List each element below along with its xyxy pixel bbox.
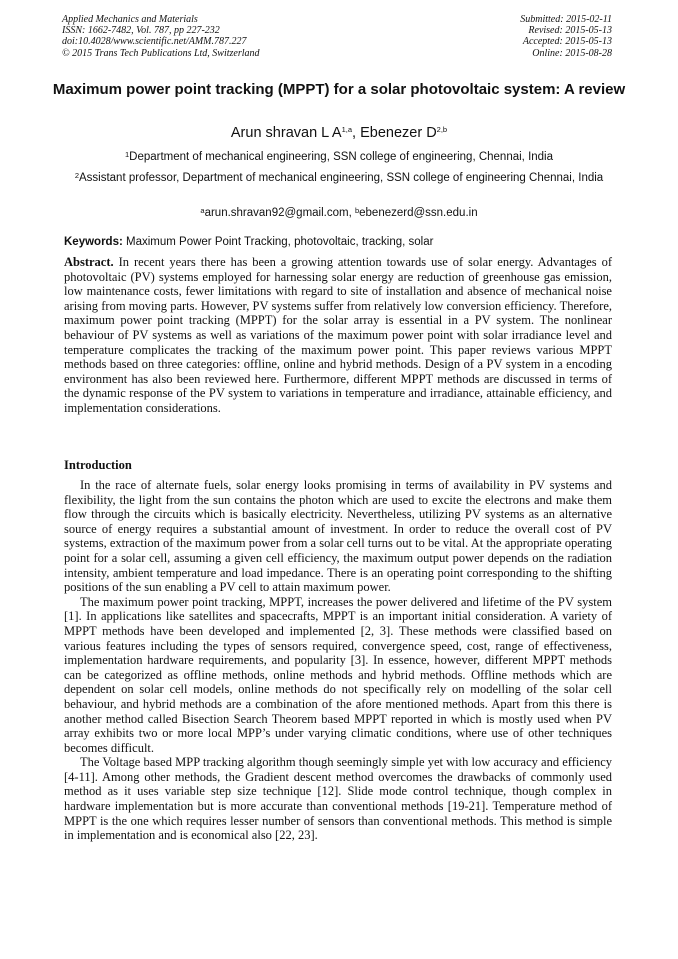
affiliation-2-text: Assistant professor, Department of mechanical engineering, SSN college of engineering Chennai, India: [78, 172, 604, 184]
email-a-sup: a: [200, 206, 205, 215]
intro-paragraph-1: In the race of alternate fuels, solar energy looks promising in terms of availability in PV systems and flexibility, the light from the sun contains the photon which are used to excite the electrons and make them flow through the circuits which is basically electricity. Nevertheless, utilizing PV systems as an alternative source of energy requires a substantial amount of investment. In order to reduce the overall cost of PV systems, extraction of the maximum power from a solar cell turns out to be vital. At the appropriate operating point for a solar cell, assuming a given cell efficiency, the maximum output power depends on the radiation intensity, ambient temperature and load impedance. There is an operating point corresponding to the shifting positions of the sun enabling a PV cell to attain maximum power.: [64, 478, 612, 595]
keywords: [64, 235, 612, 249]
abstract-label: Abstract.: [64, 255, 114, 269]
abstract: [64, 255, 612, 416]
section-heading-introduction: Introduction: [64, 458, 132, 472]
publication-dates: [520, 14, 612, 59]
date-accepted: Accepted: 2015-05-13: [522, 36, 612, 48]
email-b[interactable]: ebenezerd@ssn.edu.in: [359, 207, 478, 219]
author-2-sup: 2,b: [436, 125, 448, 134]
affiliation-1-sup: 1: [124, 150, 130, 159]
journal-info: [62, 14, 260, 59]
email-a[interactable]: arun.shravan92@gmail.com: [204, 207, 349, 219]
author-list: [50, 124, 628, 142]
affiliation-2-sup: 2: [74, 171, 79, 180]
email-separator: ,: [348, 207, 355, 219]
journal-name: Applied Mechanics and Materials: [62, 14, 198, 25]
keywords-text: Maximum Power Point Tracking, photovoltaic, tracking, solar: [122, 236, 434, 248]
keywords-label: Keywords:: [64, 236, 123, 248]
intro-paragraph-3: The Voltage based MPP tracking algorithm though seemingly simple yet with low accuracy and efficiency [4-11]. Among other methods, the Gradient descent method overcomes the drawbacks of commonly used method as it uses variable step size technique [12]. Slide mode control technique, though complex in hardware implementation but is more accurate than conventional methods [19-21]. Temperature method of MPPT is the one which requires lesser number of sensors than conventional methods. This method is simple in implementation and is economical also [22, 23].: [64, 755, 612, 843]
date-online: Online: 2015-08-28: [532, 47, 612, 59]
author-emails: [58, 206, 620, 221]
introduction-body: [64, 478, 612, 843]
abstract-text: In recent years there has been a growing attention towards use of solar energy. Advantages of photovoltaic (PV) systems employed for harnessing solar energy are reduction of greenhouse gas emission, low maintenance costs, fewer limitations with regard to site of installation and absence of mechanical noise arising from moving parts. However, PV systems suffer from relatively low conversion efficiency. Therefore, maximum power point tracking (MPPT) for the solar array is essential in a PV system. The nonlinear behaviour of PV systems as well as variations of the maximum power point with solar irradiance level and temperature complicates the tracking of the maximum power point. This paper reviews various MPPT methods based on three categories: offline, online and hybrid methods. Design of a PV system in a encoding environment has also been reviewed here. Furthermore, different MPPT methods are discussed in terms of the dynamic response of the PV system to variations in temperature and irradiance, attainable efficiency, and implementation considerations.: [64, 255, 612, 415]
author-1-name: Arun shravan L A: [230, 125, 342, 141]
author-2-name: Ebenezer D: [360, 125, 437, 141]
paper-title: Maximum power point tracking (MPPT) for a solar photovoltaic system: A review: [52, 81, 626, 98]
intro-paragraph-2: The maximum power point tracking, MPPT, increases the power delivered and lifetime of the PV system [1]. In applications like satellites and spacecrafts, MPPT is an important initial consideration. A variety of MPPT methods have been developed and implemented [2, 3]. These methods were classified based on various features including the types of sensors required, convergence speed, cost, range of effectiveness, implementation hardware requirements, and popularity [3]. In essence, however, different MPPT methods can be categorized as offline methods, online methods and hybrid methods. Offline methods which are dependent on solar cell models, online methods do not specifically rely on modelling of the solar cell behaviour, and hybrid methods are a combination of the afore mentioned methods. Apart from this there is another method called Bisection Search Theorem based MPPT reported in which is mostly used when PV array exhibits two or more local MPP’s under varying climatic conditions, where use of other techniques becomes difficult.: [64, 594, 612, 755]
author-separator: ,: [352, 125, 361, 141]
affiliation-1: [58, 150, 620, 165]
journal-issn: ISSN: 1662-7482, Vol. 787, pp 227-232: [62, 25, 220, 37]
affiliation-2: [58, 171, 620, 186]
affiliation-1-text: Department of mechanical engineering, SSN college of engineering, Chennai, India: [129, 151, 554, 163]
journal-doi: doi:10.4028/www.scientific.net/AMM.787.227: [62, 36, 247, 48]
date-submitted: Submitted: 2015-02-11: [520, 14, 612, 25]
journal-copyright: © 2015 Trans Tech Publications Ltd, Switzerland: [62, 47, 260, 59]
email-b-sup: b: [354, 206, 360, 215]
author-1-sup: 1,a: [341, 125, 353, 134]
date-revised: Revised: 2015-05-13: [528, 25, 612, 37]
